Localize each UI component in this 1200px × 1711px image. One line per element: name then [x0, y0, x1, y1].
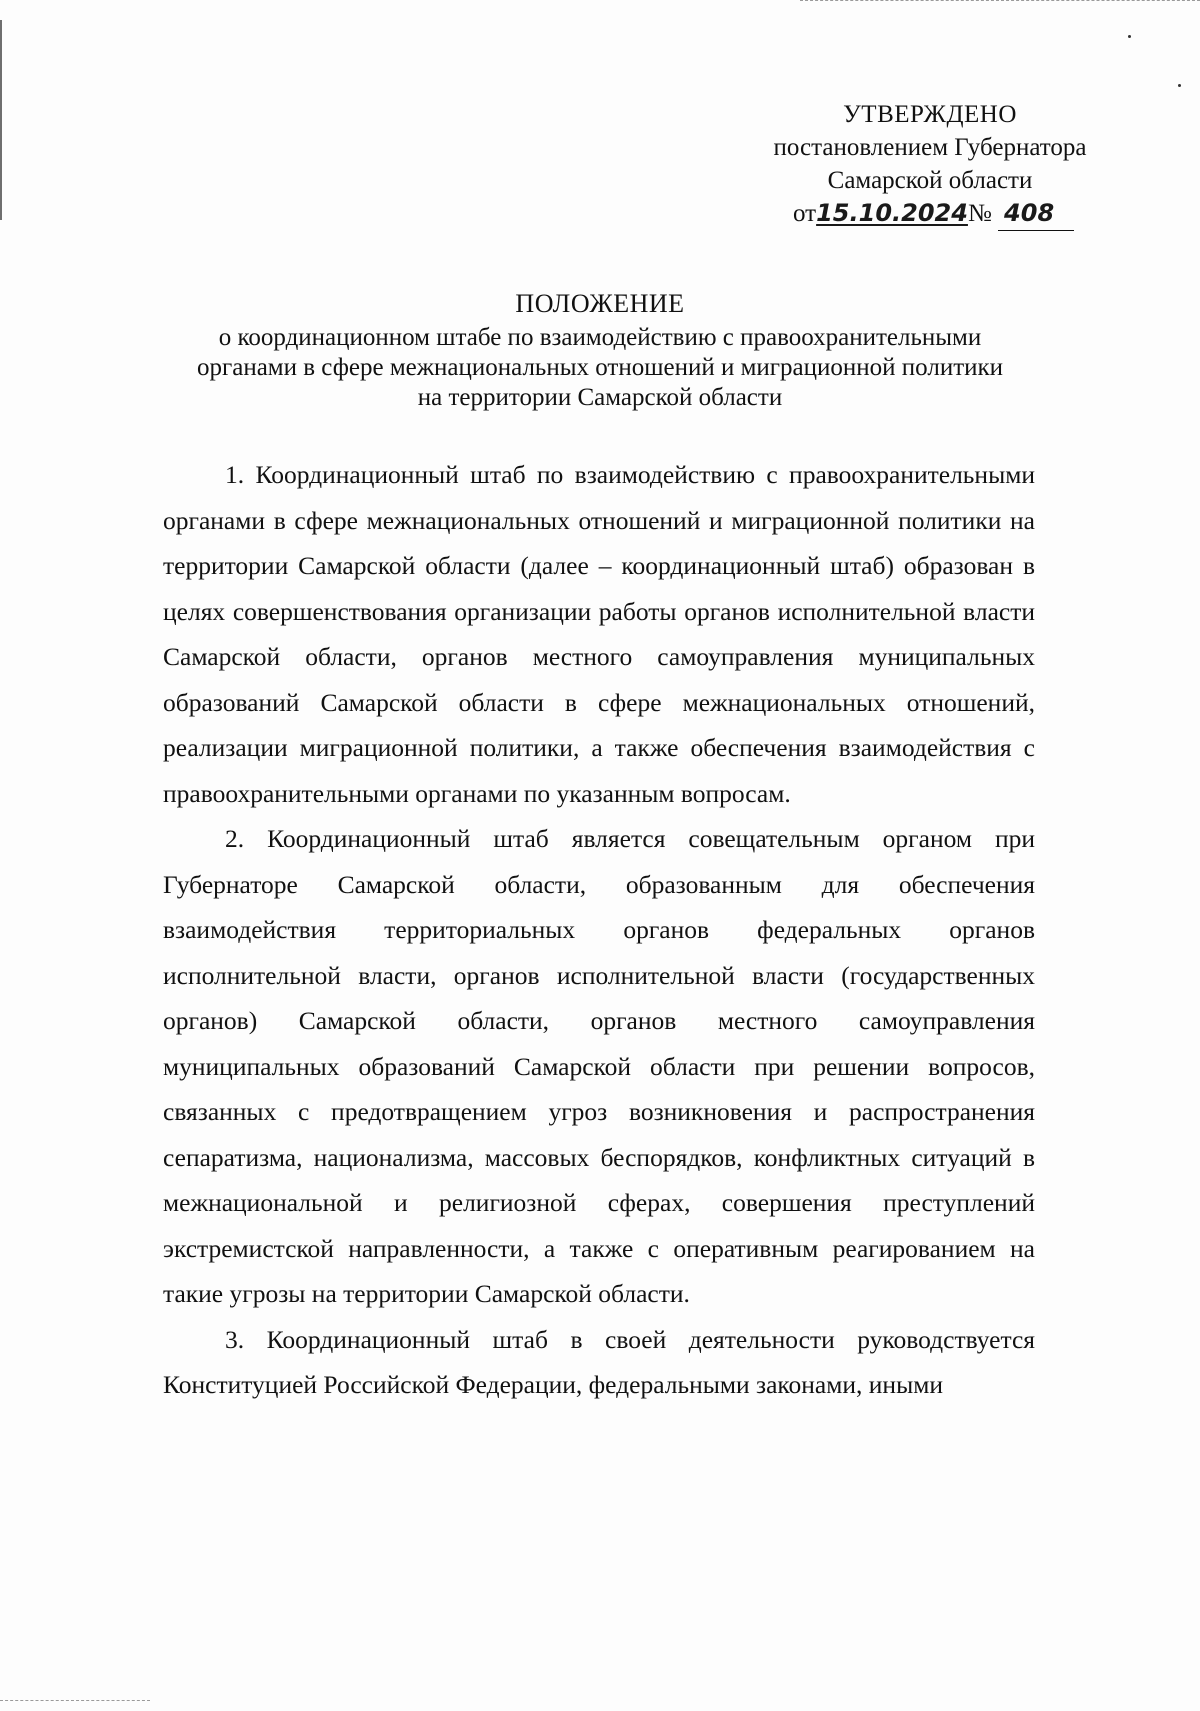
- document-subtitle-line-2: органами в сфере межнациональных отношений и миграционной политики: [196, 354, 1004, 381]
- handwritten-number: 408: [1004, 199, 1055, 227]
- document-title-block: [150, 289, 1050, 413]
- scan-artifact-top: [800, 0, 1200, 2]
- scan-artifact-bottom: [0, 1700, 150, 1702]
- handwritten-date: 15.10.2024: [816, 199, 968, 227]
- approval-stamp-block: [760, 98, 1100, 231]
- document-subtitle-line-3: на территории Самарской области: [417, 384, 783, 411]
- approval-title: УТВЕРЖДЕНО: [843, 101, 1017, 128]
- number-sign: №: [967, 200, 992, 227]
- scan-speck: [1178, 84, 1181, 87]
- date-prefix: от: [793, 200, 817, 227]
- approval-line-2: Самарской области: [827, 167, 1033, 194]
- paragraph-2: 2. Координационный штаб является совещательным органом при Губернаторе Самарской области, образованным для обеспечения взаимодействия территориальных органов федеральных органов исполнительной власти, органов исполнительной власти (государственных органов) Самарской области, органов местного самоуправления муниципальных образований Самарской области при решении вопросов, связанных с предотвращением угроз возникновения и распространения сепаратизма, национализма, массовых беспорядков, конфликтных ситуаций в межнациональной и религиозной сферах, совершения преступлений экстремистской направленности, а также с оперативным реагированием на такие угрозы на территории Самарской области.: [163, 824, 1035, 1308]
- number-field: [998, 197, 1074, 231]
- scan-speck: [1128, 35, 1131, 38]
- approval-line-1: постановлением Губернатора: [773, 134, 1087, 161]
- approval-date-line: [760, 197, 1100, 231]
- paragraph-1: 1. Координационный штаб по взаимодействию с правоохранительными органами в сфере межнациональных отношений и миграционной политики на территории Самарской области (далее – координационный штаб) образован в целях совершенствования организации работы органов исполнительной власти Самарской области, органов местного самоуправления муниципальных образований Самарской области в сфере межнациональных отношений, реализации миграционной политики, а также обеспечения взаимодействия с правоохранительными органами по указанным вопросам.: [163, 460, 1035, 808]
- paragraph-3: 3. Координационный штаб в своей деятельности руководствуется Конституцией Российской Федерации, федеральными законами, иными: [163, 1324, 1035, 1399]
- scan-artifact-left-edge: [0, 20, 2, 220]
- document-subtitle-line-1: о координационном штабе по взаимодействию с правоохранительными: [218, 324, 982, 351]
- document-heading: ПОЛОЖЕНИЕ: [515, 289, 685, 318]
- document-body: [163, 452, 1035, 1408]
